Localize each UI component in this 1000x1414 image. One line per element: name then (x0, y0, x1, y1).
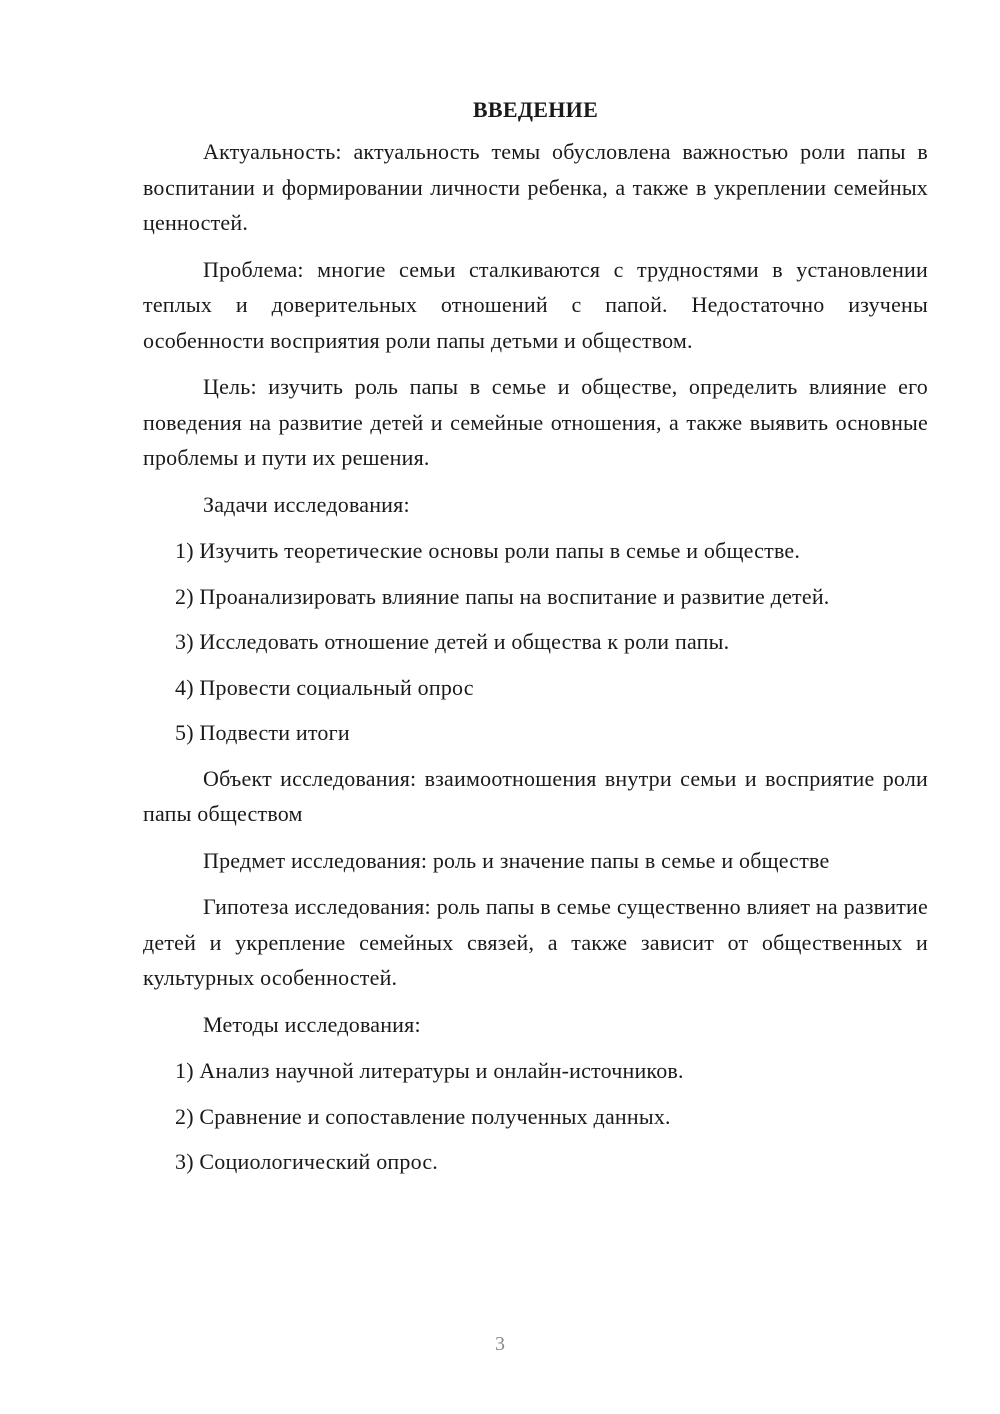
relevance-paragraph: Актуальность: актуальность темы обусловлена важностью роли папы в воспитании и формировании личности ребенка, а также в укреплении семейных ценностей. (143, 139, 928, 235)
list-item: 1) Анализ научной литературы и онлайн-источников. (175, 1058, 684, 1083)
problem-paragraph: Проблема: многие семьи сталкиваются с трудностями в установлении теплых и доверительных отношений с папой. Недостаточно изучены особенности восприятия роли папы детьми и обществом. (143, 256, 928, 353)
page-title: ВВЕДЕНИЕ (472, 97, 599, 122)
object-paragraph: Объект исследования: взаимоотношения внутри семьи и восприятие роли папы обществом (143, 765, 928, 826)
list-item: 5) Подвести итоги (175, 720, 350, 745)
methods-heading: Методы исследования: (203, 1011, 421, 1037)
document-page (143, 92, 928, 1190)
list-item: 3) Социологический опрос. (175, 1149, 438, 1174)
list-item: 3) Исследовать отношение детей и общества к роли папы. (175, 629, 730, 654)
methods-list (143, 1053, 928, 1180)
subject-paragraph: Предмет исследования: роль и значение папы в семье и обществе (203, 847, 830, 873)
list-item: 2) Проанализировать влияние папы на воспитание и развитие детей. (175, 583, 830, 609)
tasks-heading: Задачи исследования: (203, 491, 410, 517)
list-item: 2) Сравнение и сопоставление полученных данных. (175, 1103, 671, 1129)
page-number: 3 (495, 1333, 505, 1355)
tasks-list (143, 533, 928, 751)
list-item: 4) Провести социальный опрос (175, 674, 474, 700)
goal-paragraph: Цель: изучить роль папы в семье и обществе, определить влияние его поведения на развитие детей и семейные отношения, а также выявить основные проблемы и пути их решения. (143, 374, 928, 470)
hypothesis-paragraph: Гипотеза исследования: роль папы в семье существенно влияет на развитие детей и укрепление семейных связей, а также зависит от общественных и культурных особенностей. (143, 894, 928, 990)
list-item: 1) Изучить теоретические основы роли папы в семье и обществе. (175, 538, 801, 563)
